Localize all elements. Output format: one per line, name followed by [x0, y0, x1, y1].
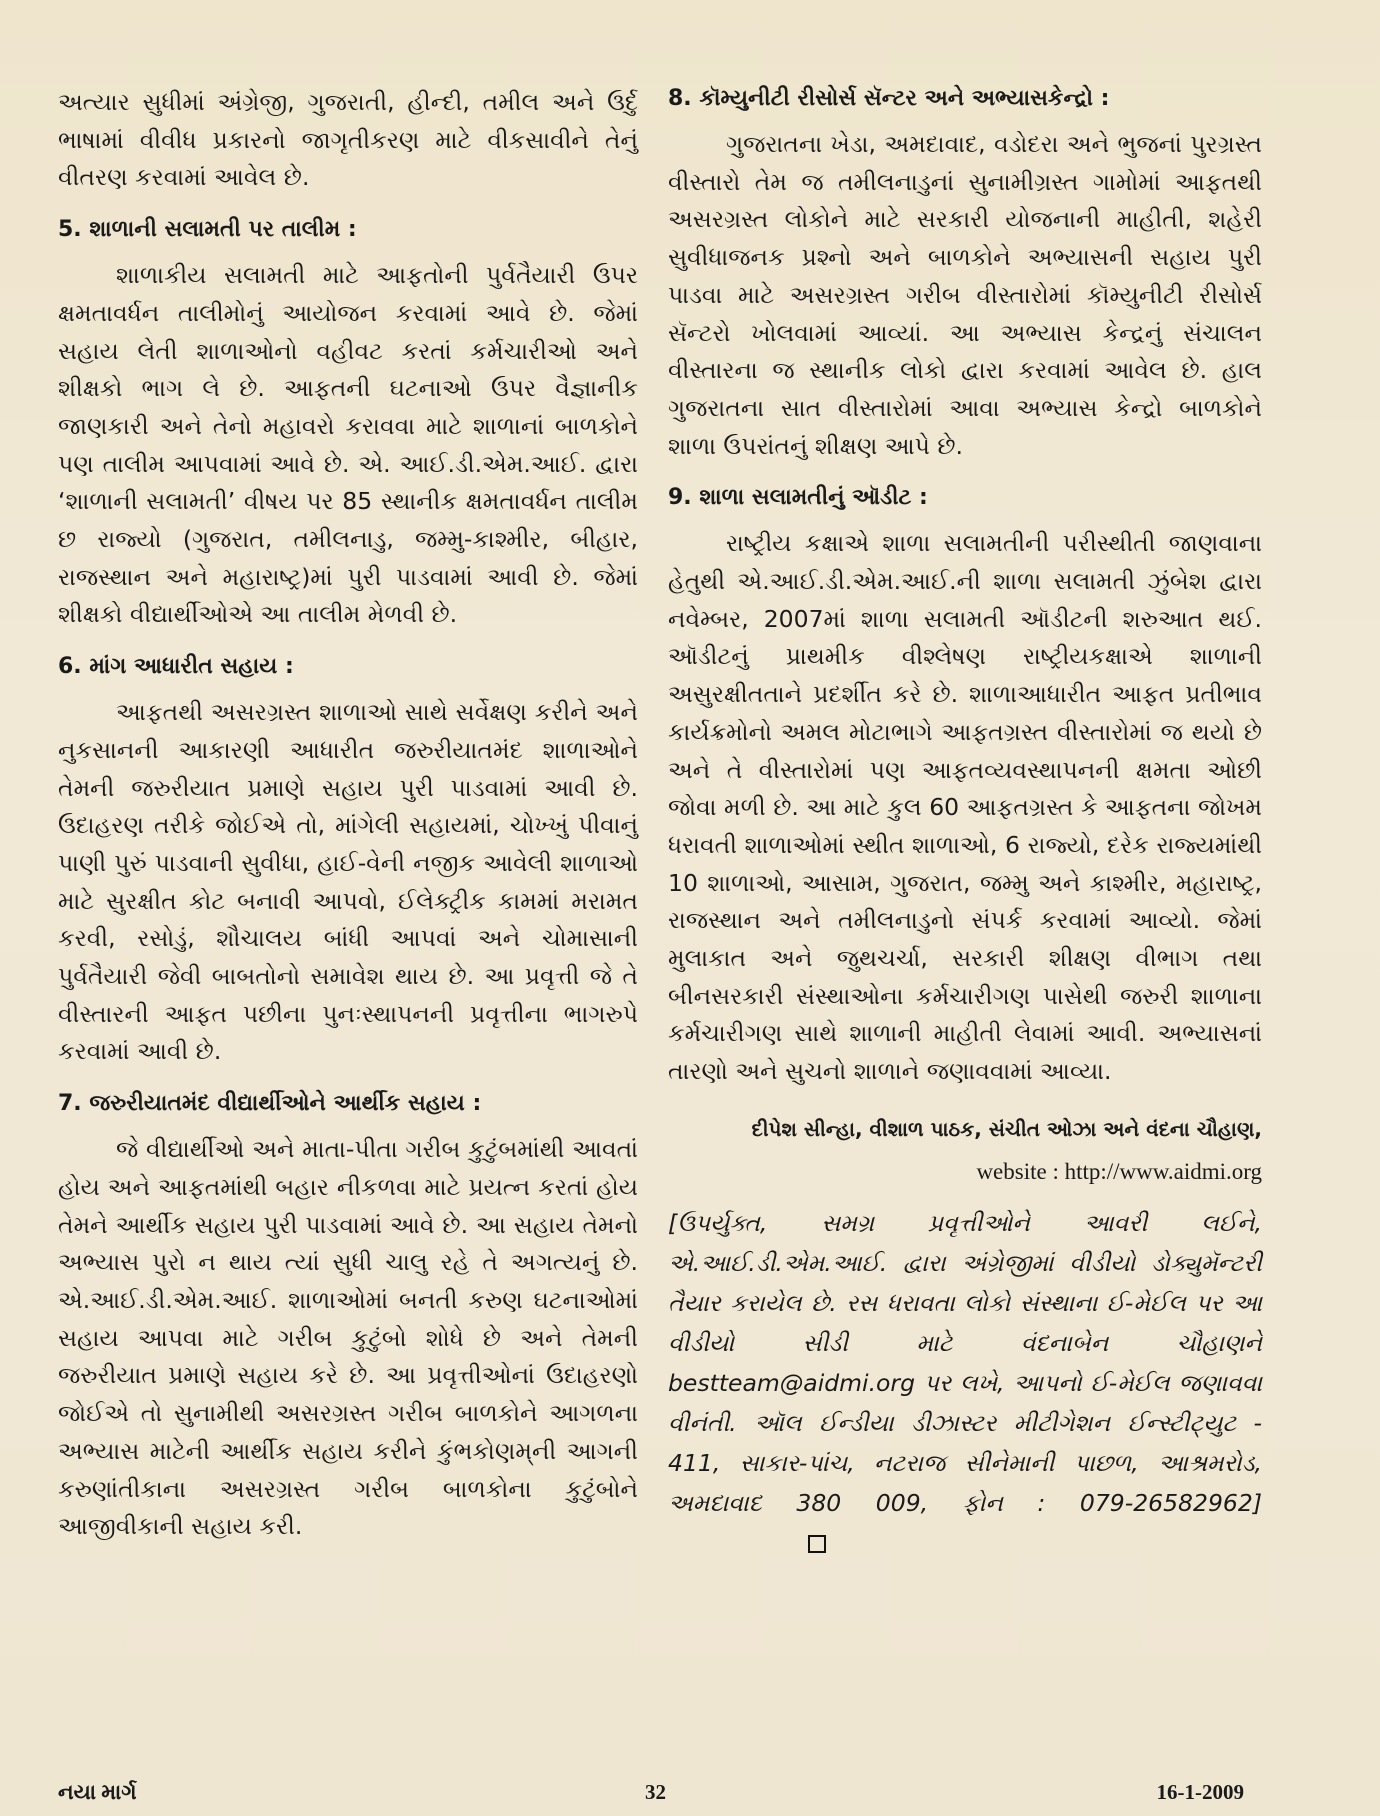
section-8-text: ગુજરાતના ખેડા, અમદાવાદ, વડોદરા અને ભુજનાં પુરગ્રસ્ત વીસ્તારો તેમ જ તમીલનાડુનાં સુનામીગ્રસ્ત ગામોમાં આફતથી અસરગ્રસ્ત લોકોને માટે સરકારી યોજનાની માહીતી, શહેરી સુવીધાજનક પ્રશ્નો અને બાળકોને અભ્યાસની સહાય પુરી પાડવા માટે અસરગ્રસ્ત ગરીબ વીસ્તારોમાં કૉમ્યુનીટી રીસોર્સ સૅન્ટરો ખોલવામાં આવ્યાં. આ અભ્યાસ કેન્દ્રનું સંચાલન વીસ્તારના જ સ્થાનીક લોકો દ્વારા કરવામાં આવેલ છે. હાલ ગુજરાતના સાત વીસ્તારોમાં આવા અભ્યાસ કેન્દ્રો બાળકોને શાળા ઉપરાંતનું શીક્ષણ આપે છે. — [668, 130, 1262, 460]
section-6-text: આફતથી અસરગ્રસ્ત શાળાઓ સાથે સર્વેક્ષણ કરીને અને નુકસાનની આકારણી આધારીત જરુરીયાતમંદ શાળાઓને તેમની જરુરીયાત પ્રમાણે સહાય પુરી પાડવામાં આવી છે. ઉદાહરણ તરીકે જોઈએ તો, માંગેલી સહાયમાં, ચોખ્ખું પીવાનું પાણી પુરું પાડવાની સુવીધા, હાઈ-વેની નજીક આવેલી શાળાઓ માટે સુરક્ષીત કોટ બનાવી આપવો, ઈલેક્ટ્રીક કામમાં મરામત કરવી, રસોડું, શૌચાલય બાંધી આપવાં અને ચોમાસાની પુર્વતૈયારી જેવી બાબતોનો સમાવેશ થાય છે. આ પ્રવૃત્તી જે તે વીસ્તારની આફત પછીના પુનઃસ્થાપનની પ્રવૃત્તીના ભાગરુપે કરવામાં આવી છે. — [58, 698, 638, 1066]
editor-note-text: [ઉપર્યુક્ત, સમગ્ર પ્રવૃત્તીઓને આવરી લઈને, એ.આઈ.ડી.એમ.આઈ. દ્વારા અંગ્રેજીમાં વીડીયો ડોક્યુમૅન્ટરી તૈયાર કરાયેલ છે. રસ ધરાવતા લોકો સંસ્થાના ઈ-મેઈલ પર આ વીડીયો સીડી માટે વંદનાબેન ચૌહાણને bestteam@aidmi.org પર લખે, આપનો ઈ-મેઈલ જણાવવા વીનંતી. ઑલ ઈન્ડીયા ડીઝાસ્ટર મીટીગેશન ઈન્સ્ટીટ્યુટ - 411, સાકાર-પાંચ, નટરાજ સીનેમાની પાછળ, આશ્રમરોડ, અમદાવાદ 380 009, ફોન : 079-26582962] — [668, 1208, 1262, 1517]
section-5-heading: 5. શાળાની સલામતી પર તાલીમ : — [58, 217, 357, 243]
section-8-heading: 8. કૉમ્યુનીટી રીસોર્સ સૅન્ટર અને અભ્યાસકેન્દ્રો : — [668, 86, 1110, 111]
page-footer — [58, 1780, 1244, 1808]
editor-note — [668, 1203, 1262, 1563]
section-5-text: શાળાકીય સલામતી માટે આફતોની પુર્વતૈયારી ઉપર ક્ષમતાવર્ધન તાલીમોનું આયોજન કરવામાં આવે છે. જેમાં સહાય લેતી શાળાઓનો વહીવટ કરતાં કર્મચારીઓ અને શીક્ષકો ભાગ લે છે. આફતની ઘટનાઓ ઉપર વૈજ્ઞાનીક જાણકારી અને તેનો મહાવરો કરાવવા માટે શાળાનાં બાળકોને પણ તાલીમ આપવામાં આવે છે. એ. આઈ.ડી.એમ.આઈ. દ્વારા ‘શાળાની સલામતી’ વીષય પર 85 સ્થાનીક ક્ષમતાવર્ધન તાલીમ છ રાજ્યો (ગુજરાત, તમીલનાડુ, જમ્મુ-કાશ્મીર, બીહાર, રાજસ્થાન અને મહારાષ્ટ્ર)માં પુરી પાડવામાં આવી છે. જેમાં શીક્ષકો વીદ્યાર્થીઓએ આ તાલીમ મેળવી છે. — [58, 261, 638, 629]
page-number: 32 — [645, 1780, 666, 1804]
authors-line: દીપેશ સીન્હા, વીશાળ પાઠક, સંચીત ઓઝા અને વંદના ચૌહાણ, — [751, 1116, 1262, 1141]
publication-name: નયા માર્ગ — [58, 1780, 137, 1804]
section-7-heading: 7. જરુરીયાતમંદ વીદ્યાર્થીઓને આર્થીક સહાય : — [58, 1091, 482, 1117]
section-9-text: રાષ્ટ્રીય કક્ષાએ શાળા સલામતીની પરીસ્થીતી જાણવાના હેતુથી એ.આઈ.ડી.એમ.આઈ.ની શાળા સલામતી ઝુંબેશ દ્વારા નવેમ્બર, 2007માં શાળા સલામતી ઑડીટની શરુઆત થઈ. ઑડીટનું પ્રાથમીક વીશ્લેષણ રાષ્ટ્રીયકક્ષાએ શાળાની અસુરક્ષીતતાને પ્રદર્શીત કરે છે. શાળાઆધારીત આફત પ્રતીભાવ કાર્યક્રમોનો અમલ મોટાભાગે આફતગ્રસ્ત વીસ્તારોમાં જ થયો છે અને તે વીસ્તારોમાં પણ આફતવ્યવસ્થાપનની ક્ષમતા ઓછી જોવા મળી છે. આ માટે કુલ 60 આફતગ્રસ્ત કે આફતના જોખમ ધરાવતી શાળાઓમાં સ્થીત શાળાઓ, 6 રાજ્યો, દરેક રાજ્યમાંથી 10 શાળાઓ, આસામ, ગુજરાત, જમ્મુ અને કાશ્મીર, મહારાષ્ટ્ર, રાજસ્થાન અને તમીલનાડુનો સંપર્ક કરવામાં આવ્યો. જેમાં મુલાકાત અને જુથચર્ચા, સરકારી શીક્ષણ વીભાગ તથા બીનસરકારી સંસ્થાઓના કર્મચારીગણ પાસેથી જરુરી શાળાના કર્મચારીગણ સાથે શાળાની માહીતી લેવામાં આવી. અભ્યાસનાં તારણો અને સુચનો શાળાને જણાવવામાં આવ્યા. — [668, 529, 1262, 1086]
intro-paragraph: અત્યાર સુધીમાં અંગ્રેજી, ગુજરાતી, હીન્દી, તમીલ અને ઉર્દુ ભાષામાં વીવીધ પ્રકારનો જાગૃતીકરણ માટે વીકસાવીને તેનું વીતરણ કરવામાં આવેલ છે. — [58, 88, 638, 192]
right-column — [668, 84, 1262, 1563]
issue-date: 16-1-2009 — [1156, 1780, 1244, 1804]
section-9-heading: 9. શાળા સલામતીનું ઑડીટ : — [668, 485, 928, 511]
website-line: website : http://www.aidmi.org — [976, 1158, 1262, 1184]
section-6-heading: 6. માંગ આધારીત સહાય : — [58, 654, 294, 680]
end-mark-icon — [808, 1535, 826, 1553]
left-column — [58, 84, 638, 1546]
section-7-text: જે વીદ્યાર્થીઓ અને માતા-પીતા ગરીબ કુટુંબમાંથી આવતાં હોય અને આફતમાંથી બહાર નીકળવા માટે પ્રયત્ન કરતાં હોય તેમને આર્થીક સહાય પુરી પાડવામાં આવે છે. આ સહાય તેમનો અભ્યાસ પુરો ન થાય ત્યાં સુધી ચાલુ રહે તે અગત્યનું છે. એ.આઈ.ડી.એમ.આઈ. શાળાઓમાં બનતી કરુણ ઘટનાઓમાં સહાય આપવા માટે ગરીબ કુટુંબો શોધે છે અને તેમની જરુરીયાત પ્રમાણે સહાય કરે છે. આ પ્રવૃત્તીઓનાં ઉદાહરણો જોઈએ તો સુનામીથી અસરગ્રસ્ત ગરીબ બાળકોને આગળના અભ્યાસ માટેની આર્થીક સહાય કરીને કુંભકોણમ્‌ની આગની કરુણાંતીકાના અસરગ્રસ્ત ગરીબ બાળકોના કુટુંબોને આજીવીકાની સહાય કરી. — [58, 1135, 638, 1541]
